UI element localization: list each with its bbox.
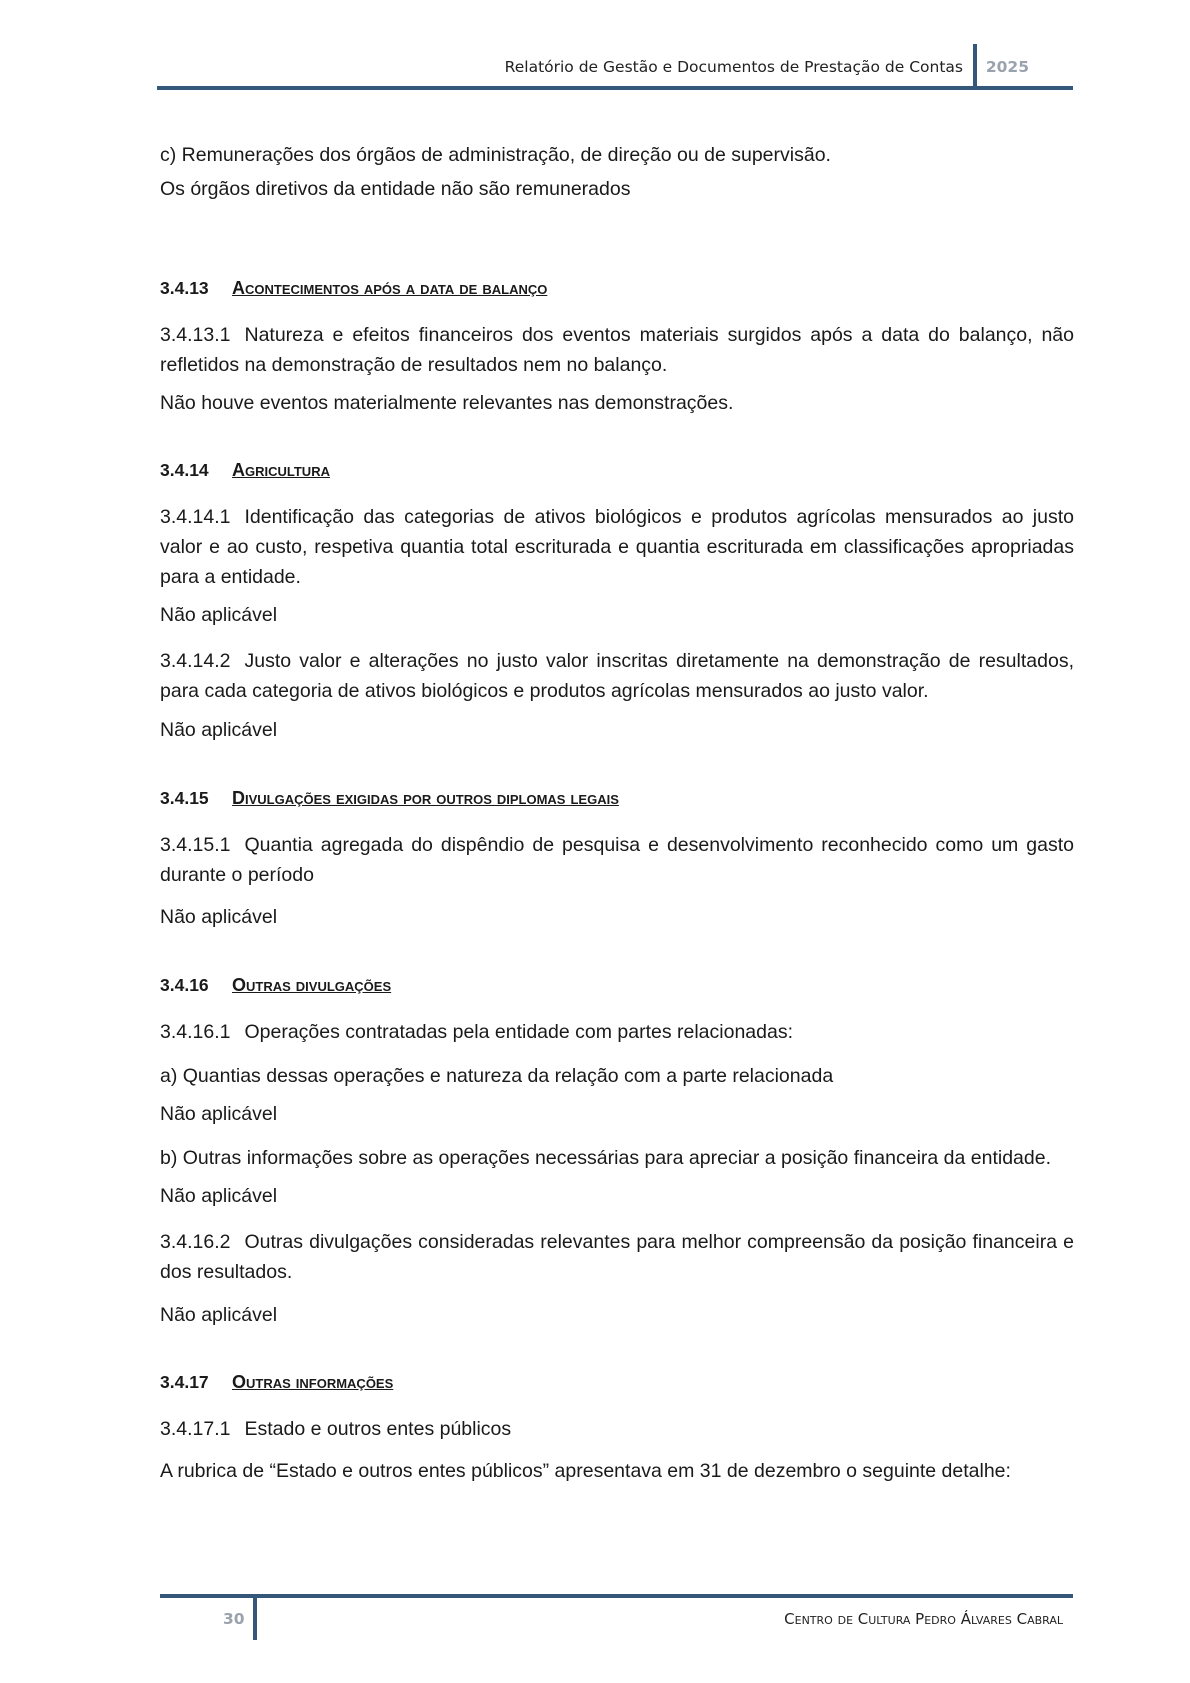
subsection-number: 3.4.13.1 bbox=[160, 324, 231, 346]
answer-3-4-15-1: Não aplicável bbox=[160, 906, 278, 928]
section-title: Outras divulgações bbox=[232, 975, 392, 995]
page-number: 30 bbox=[223, 1610, 245, 1628]
subsection-number: 3.4.17.1 bbox=[160, 1418, 231, 1440]
section-heading-3-4-16 bbox=[160, 973, 391, 997]
section-number: 3.4.17 bbox=[160, 1372, 209, 1392]
subsection-text: Quantia agregada do dispêndio de pesquisa e desenvolvimento reconhecido como um gasto durante o período bbox=[160, 834, 1074, 886]
subsection-text: Justo valor e alterações no justo valor inscritas diretamente na demonstração de resultados, para cada categoria de ativos biológicos e produtos agrícolas mensurados ao justo valor. bbox=[160, 650, 1074, 702]
section-number: 3.4.16 bbox=[160, 975, 209, 995]
subsection-text: Outras divulgações consideradas relevantes para melhor compreensão da posição financeira e dos resultados. bbox=[160, 1231, 1074, 1283]
footer-organization: Centro de Cultura Pedro Álvares Cabral bbox=[784, 1610, 1063, 1628]
intro-line-1: c) Remunerações dos órgãos de administração, de direção ou de supervisão. bbox=[160, 144, 831, 166]
footer-divider bbox=[253, 1596, 257, 1640]
subsection-3-4-14-1 bbox=[160, 502, 1074, 592]
page-header bbox=[157, 44, 1073, 92]
subsection-text: Estado e outros entes públicos bbox=[244, 1418, 512, 1440]
footer-rule bbox=[160, 1594, 1073, 1598]
header-rule bbox=[157, 86, 1073, 90]
subsection-text: Identificação das categorias de ativos biológicos e produtos agrícolas mensurados ao justo valor e ao custo, respetiva quantia total escriturada e quantia escriturada em classificações apropriadas para a entidade. bbox=[160, 506, 1074, 588]
subsection-text: Natureza e efeitos financeiros dos eventos materiais surgidos após a data do balanço, não refletidos na demonstração de resultados nem no balanço. bbox=[160, 324, 1074, 376]
answer-3-4-14-1: Não aplicável bbox=[160, 604, 278, 626]
subsection-number: 3.4.14.1 bbox=[160, 506, 231, 528]
body-3-4-17-1: A rubrica de “Estado e outros entes públicos” apresentava em 31 de dezembro o seguinte detalhe: bbox=[160, 1460, 1011, 1482]
subsection-number: 3.4.15.1 bbox=[160, 834, 231, 856]
answer-3-4-16-2: Não aplicável bbox=[160, 1304, 278, 1326]
section-title: Divulgações exigidas por outros diplomas legais bbox=[232, 788, 619, 808]
intro-line-2: Os órgãos diretivos da entidade não são remunerados bbox=[160, 178, 631, 200]
subsection-number: 3.4.14.2 bbox=[160, 650, 231, 672]
item-b: b) Outras informações sobre as operações necessárias para apreciar a posição financeira da entidade. bbox=[160, 1147, 1052, 1169]
subsection-3-4-15-1 bbox=[160, 830, 1074, 890]
subsection-3-4-17-1 bbox=[160, 1414, 511, 1444]
section-heading-3-4-14 bbox=[160, 458, 330, 482]
answer-3-4-13: Não houve eventos materialmente relevantes nas demonstrações. bbox=[160, 392, 734, 414]
section-title: Agricultura bbox=[232, 460, 330, 480]
section-number: 3.4.14 bbox=[160, 460, 209, 480]
answer-item-a: Não aplicável bbox=[160, 1103, 278, 1125]
subsection-number: 3.4.16.1 bbox=[160, 1021, 231, 1043]
page-footer bbox=[160, 1594, 1073, 1644]
section-heading-3-4-13 bbox=[160, 276, 547, 300]
subsection-3-4-13-1 bbox=[160, 320, 1074, 380]
item-a: a) Quantias dessas operações e natureza da relação com a parte relacionada bbox=[160, 1065, 834, 1087]
section-title: Acontecimentos após a data de balanço bbox=[232, 278, 548, 298]
subsection-3-4-16-1 bbox=[160, 1017, 793, 1047]
section-number: 3.4.15 bbox=[160, 788, 209, 808]
answer-item-b: Não aplicável bbox=[160, 1185, 278, 1207]
subsection-3-4-16-2 bbox=[160, 1227, 1074, 1287]
section-title: Outras informações bbox=[232, 1372, 394, 1392]
answer-3-4-14-2: Não aplicável bbox=[160, 719, 278, 741]
section-heading-3-4-17 bbox=[160, 1370, 393, 1394]
subsection-text: Operações contratadas pela entidade com partes relacionadas: bbox=[244, 1021, 793, 1043]
header-year: 2025 bbox=[985, 58, 1029, 76]
header-divider bbox=[973, 44, 977, 89]
header-title: Relatório de Gestão e Documentos de Prestação de Contas bbox=[504, 58, 963, 76]
section-number: 3.4.13 bbox=[160, 278, 209, 298]
section-heading-3-4-15 bbox=[160, 786, 619, 810]
subsection-3-4-14-2 bbox=[160, 646, 1074, 706]
subsection-number: 3.4.16.2 bbox=[160, 1231, 231, 1253]
